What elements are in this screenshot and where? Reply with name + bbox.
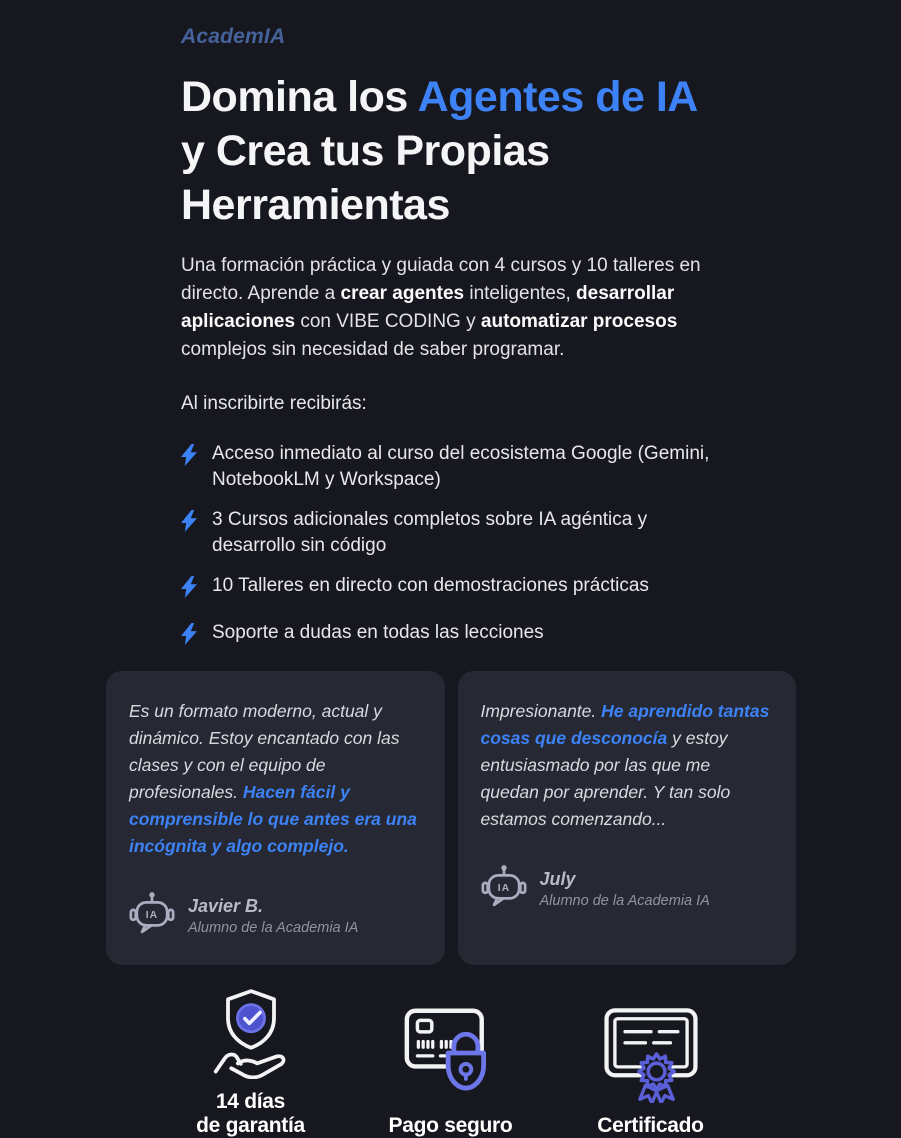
secure-payment-icon: [403, 1003, 499, 1108]
robot-ia-icon: [481, 863, 527, 914]
brand-logo-text: AcademIA: [181, 25, 286, 48]
testimonial-quote: Impresionante. He aprendido tantas cosas que desconocía y estoy entusiasmado por las que me quedan por aprender. Y tan solo estamos comenzando...: [480, 701, 770, 830]
bolt-icon: [181, 510, 197, 540]
testimonial-author: [129, 890, 422, 941]
badge-label: 14 días de garantía: [196, 1090, 305, 1137]
testimonial-card: [458, 671, 797, 965]
benefit-item: [181, 507, 726, 559]
benefit-item: [181, 441, 726, 493]
page-title: Domina los Agentes de IA y Crea tus Propias Herramientas: [181, 73, 698, 229]
guarantee-shield-hand-icon: [201, 987, 301, 1084]
author-name: July: [539, 868, 576, 889]
bolt-icon: [181, 623, 197, 653]
robot-ia-icon: [129, 890, 175, 941]
svg-text:IA: IA: [497, 883, 510, 895]
hero-section: [181, 0, 749, 653]
author-role: Alumno de la Academia IA: [539, 892, 710, 909]
certificate-badge: [573, 1003, 729, 1138]
testimonial-quote: Es un formato moderno, actual y dinámico. Estoy encantado con las clases y con el equipo de profesionales. Hacen fácil y comprensible lo que antes era una incógnita y algo complejo.: [129, 701, 417, 857]
benefit-item: [181, 573, 726, 606]
benefit-text: 10 Talleres en directo con demostraciones prácticas: [212, 575, 649, 597]
testimonials-row: [106, 671, 796, 965]
author-info: [188, 896, 358, 936]
testimonial-card: [106, 671, 445, 965]
badge-label: Certificado: [597, 1113, 704, 1137]
guarantee-badge: [173, 987, 329, 1137]
author-info: [540, 869, 710, 909]
benefits-intro: Al inscribirte recibirás:: [181, 393, 367, 415]
benefit-text: Soporte a dudas en todas las lecciones: [212, 622, 544, 644]
trust-badges-row: [0, 987, 901, 1137]
benefits-list: [181, 441, 749, 653]
bolt-icon: [181, 444, 197, 474]
bolt-icon: [181, 576, 197, 606]
author-role: Alumno de la Academia IA: [188, 919, 359, 936]
testimonial-author: [481, 863, 774, 914]
svg-text:IA: IA: [145, 910, 159, 922]
benefit-item: [181, 620, 726, 653]
hero-description: Una formación práctica y guiada con 4 cursos y 10 talleres en directo. Aprende a crear agentes inteligentes, desarrollar aplicaciones con VIBE CODING y automatizar procesos complejos sin necesidad de saber programar.: [181, 255, 701, 361]
benefit-text: 3 Cursos adicionales completos sobre IA agéntica y desarrollo sin código: [212, 509, 648, 557]
benefit-text: Acceso inmediato al curso del ecosistema Google (Gemini, NotebookLM y Workspace): [212, 443, 710, 491]
badge-label: Pago seguro: [388, 1113, 513, 1137]
secure-payment-badge: [373, 1003, 529, 1138]
author-name: Javier B.: [188, 895, 264, 916]
certificate-icon: [601, 1003, 701, 1108]
